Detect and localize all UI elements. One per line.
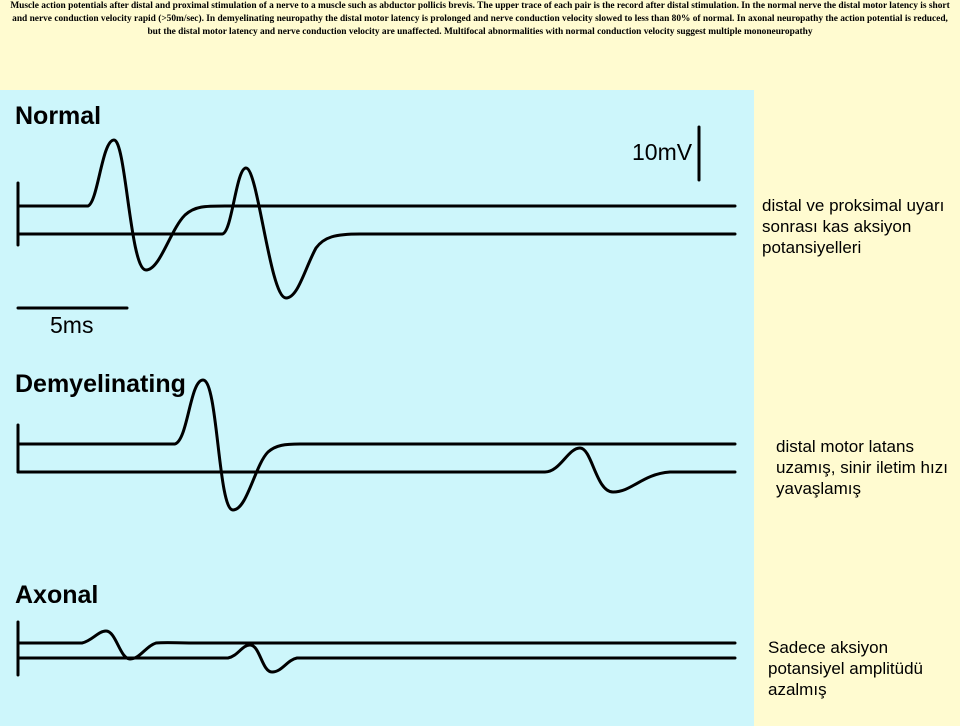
demyelinating-title: Demyelinating [15, 370, 186, 398]
axonal-distal-trace [18, 631, 735, 659]
note-distal-proximal: distal ve proksimal uyarı sonrası kas aksiyon potansiyelleri [762, 196, 945, 257]
demyelinating-distal-trace [18, 380, 735, 510]
waveform-diagram [0, 90, 754, 726]
note-axonal: Sadece aksiyon potansiyel amplitüdü azalmış [768, 638, 923, 699]
normal-distal-trace [18, 140, 735, 270]
normal-traces [18, 140, 735, 298]
demyelinating-traces [18, 380, 735, 510]
time-scale-label: 5ms [50, 312, 94, 338]
figure-caption: Muscle action potentials after distal and proximal stimulation of a nerve to a muscle such as abductor pollicis brevis. The upper trace of each pair is the record after distal stimulation. In the normal nerve the distal motor latency is short and nerve conduction velocity rapid (>50m/sec). In demyelinating neuropathy the distal motor latency is prolonged and nerve conduction velocity slowed to less than 80% of normal. In axonal neuropathy the action potential is reduced, but the distal motor latency and nerve conduction velocity are unaffected. Multifocal abnormalities with normal conduction velocity suggest multiple mononeuropathy [10, 1, 950, 37]
axonal-proximal-trace [18, 645, 735, 672]
amplitude-scale-label: 10mV [632, 139, 693, 165]
diagram-panel [0, 90, 754, 726]
note-demyelinating: distal motor latans uzamış, sinir iletim hızı yavaşlamış [776, 437, 948, 498]
demyelinating-proximal-trace [18, 448, 735, 492]
axonal-traces [18, 622, 735, 675]
normal-title: Normal [15, 102, 102, 130]
axonal-title: Axonal [15, 581, 99, 609]
